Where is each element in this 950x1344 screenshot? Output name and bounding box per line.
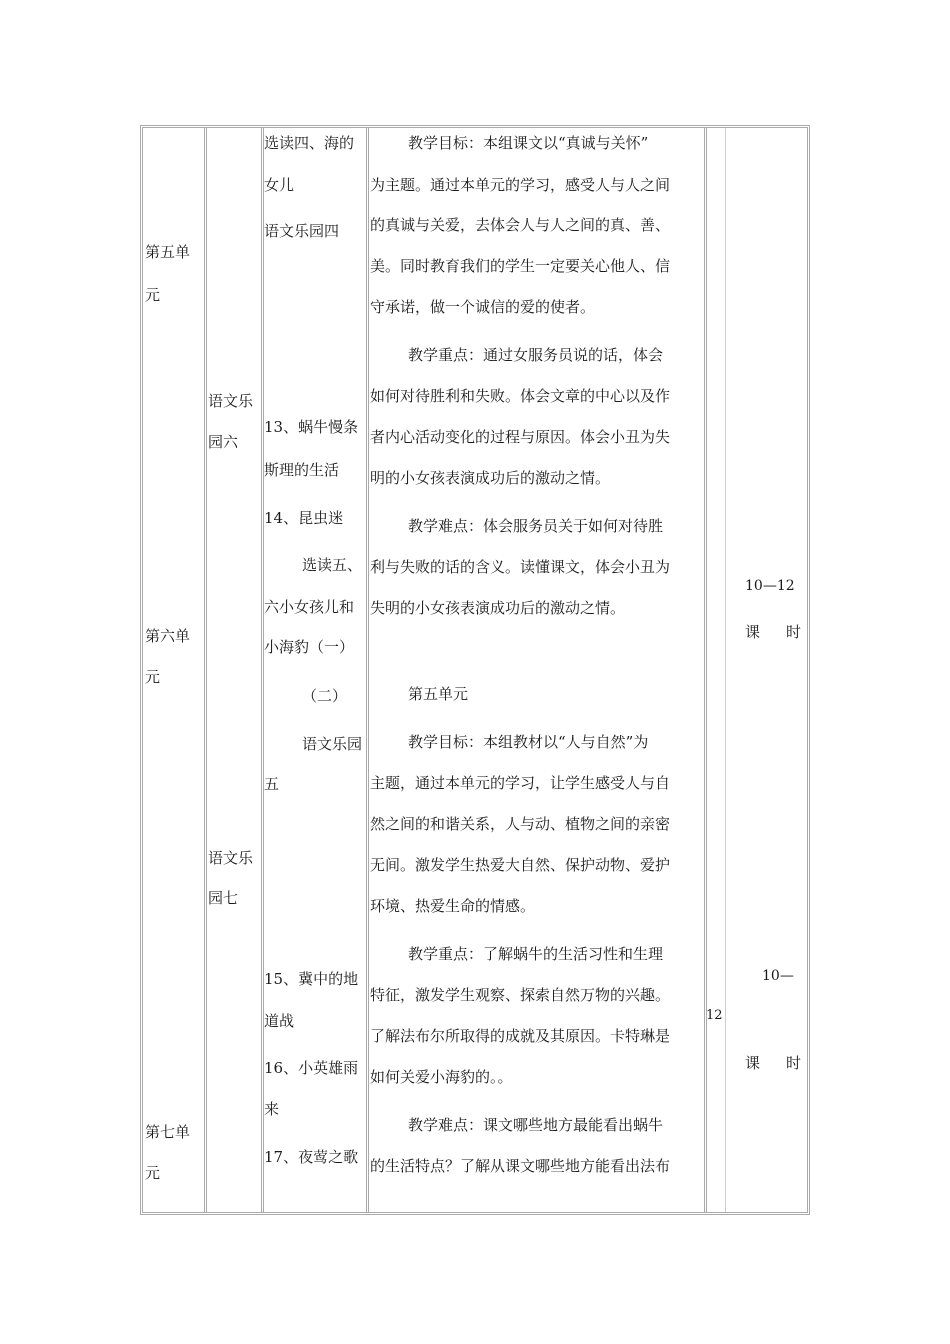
goal-line: 者内心活动变化的过程与原因。体会小丑为失 <box>370 428 671 446</box>
goal-line: 为主题。通过本单元的学习，感受人与人之间 <box>370 176 671 194</box>
class-hours-unit: 时 <box>786 1054 802 1072</box>
lesson-line: 选读四、海的 <box>264 134 355 152</box>
class-hours: 10— <box>762 968 794 984</box>
goal-line: 教学重点：了解蜗牛的生活习性和生理 <box>408 945 664 963</box>
goal-line: 明的小女孩表演成功后的激动之情。 <box>370 469 611 487</box>
goal-line: 守承诺，做一个诚信的爱的使者。 <box>370 298 596 316</box>
unit-label: 第七单 <box>145 1123 191 1141</box>
column-divider <box>204 128 207 1212</box>
goal-line: 第五单元 <box>408 685 469 703</box>
lesson-line: 来 <box>264 1100 280 1118</box>
hours-overflow: 12 <box>706 1008 723 1023</box>
goal-line: 利与失败的话的含义。读懂课文，体会小丑为 <box>370 558 671 576</box>
lesson-line: 道战 <box>264 1012 295 1030</box>
goal-line: 教学目标：本组教材以“人与自然”为 <box>408 733 649 751</box>
garden-label: 语文乐 <box>208 392 254 410</box>
lesson-line: 女儿 <box>264 176 295 194</box>
goal-line: 了解法布尔所取得的成就及其原因。卡特琳是 <box>370 1027 671 1045</box>
lesson-line: 15、冀中的地 <box>264 970 359 988</box>
class-hours-unit: 时 <box>786 623 802 641</box>
column-divider <box>366 128 369 1212</box>
goal-line: 失明的小女孩表演成功后的激动之情。 <box>370 599 626 617</box>
goal-line: 教学重点：通过女服务员说的话，体会 <box>408 346 664 364</box>
lesson-line: 语文乐园四 <box>264 222 340 240</box>
goal-line: 环境、热爱生命的情感。 <box>370 897 536 915</box>
lesson-line: 语文乐园 <box>302 735 363 753</box>
unit-label: 元 <box>145 668 161 686</box>
column-divider <box>704 128 707 1212</box>
class-hours: 10—12 <box>745 578 795 594</box>
lesson-line: 选读五、 <box>302 556 363 574</box>
unit-label: 元 <box>145 286 161 304</box>
class-hours-unit: 课 <box>745 1054 761 1072</box>
lesson-line: 13、蜗牛慢条 <box>264 418 359 436</box>
goal-line: 教学难点：课文哪些地方最能看出蜗牛 <box>408 1116 664 1134</box>
goal-line: 然之间的和谐关系，人与动、植物之间的亲密 <box>370 815 671 833</box>
column-divider <box>725 128 726 1212</box>
goal-line: 美。同时教育我们的学生一定要关心他人、信 <box>370 257 671 275</box>
lesson-plan-table <box>140 125 810 1215</box>
column-divider <box>261 128 264 1212</box>
goal-line: 主题，通过本单元的学习，让学生感受人与自 <box>370 774 671 792</box>
unit-label: 元 <box>145 1164 161 1182</box>
garden-label: 园六 <box>208 433 239 451</box>
goal-line: 如何对待胜利和失败。体会文章的中心以及作 <box>370 387 671 405</box>
goal-line: 教学目标：本组课文以“真诚与关怀” <box>408 134 649 152</box>
goal-line: 的生活特点？了解从课文哪些地方能看出法布 <box>370 1157 671 1175</box>
goal-line: 教学难点：体会服务员关于如何对待胜 <box>408 517 664 535</box>
class-hours-unit: 课 <box>745 623 761 641</box>
goal-line: 的真诚与关爱，去体会人与人之间的真、善、 <box>370 216 671 234</box>
unit-label: 第五单 <box>145 243 191 261</box>
garden-label: 园七 <box>208 889 239 907</box>
unit-label: 第六单 <box>145 627 191 645</box>
goal-line: 如何关爱小海豹的。。 <box>370 1068 513 1086</box>
lesson-line: 六小女孩儿和 <box>264 598 355 616</box>
lesson-line: 17、夜莺之歌 <box>264 1148 359 1166</box>
goal-line: 特征，激发学生观察、探索自然万物的兴趣。 <box>370 986 671 1004</box>
lesson-line: 五 <box>264 775 280 793</box>
goal-line: 无间。激发学生热爱大自然、保护动物、爱护 <box>370 856 671 874</box>
garden-label: 语文乐 <box>208 849 254 867</box>
lesson-line: 小海豹（一） <box>264 638 355 656</box>
lesson-line: 斯理的生活 <box>264 461 340 479</box>
lesson-line: （二） <box>302 687 348 705</box>
lesson-line: 14、昆虫迷 <box>264 509 344 527</box>
lesson-line: 16、小英雄雨 <box>264 1059 359 1077</box>
